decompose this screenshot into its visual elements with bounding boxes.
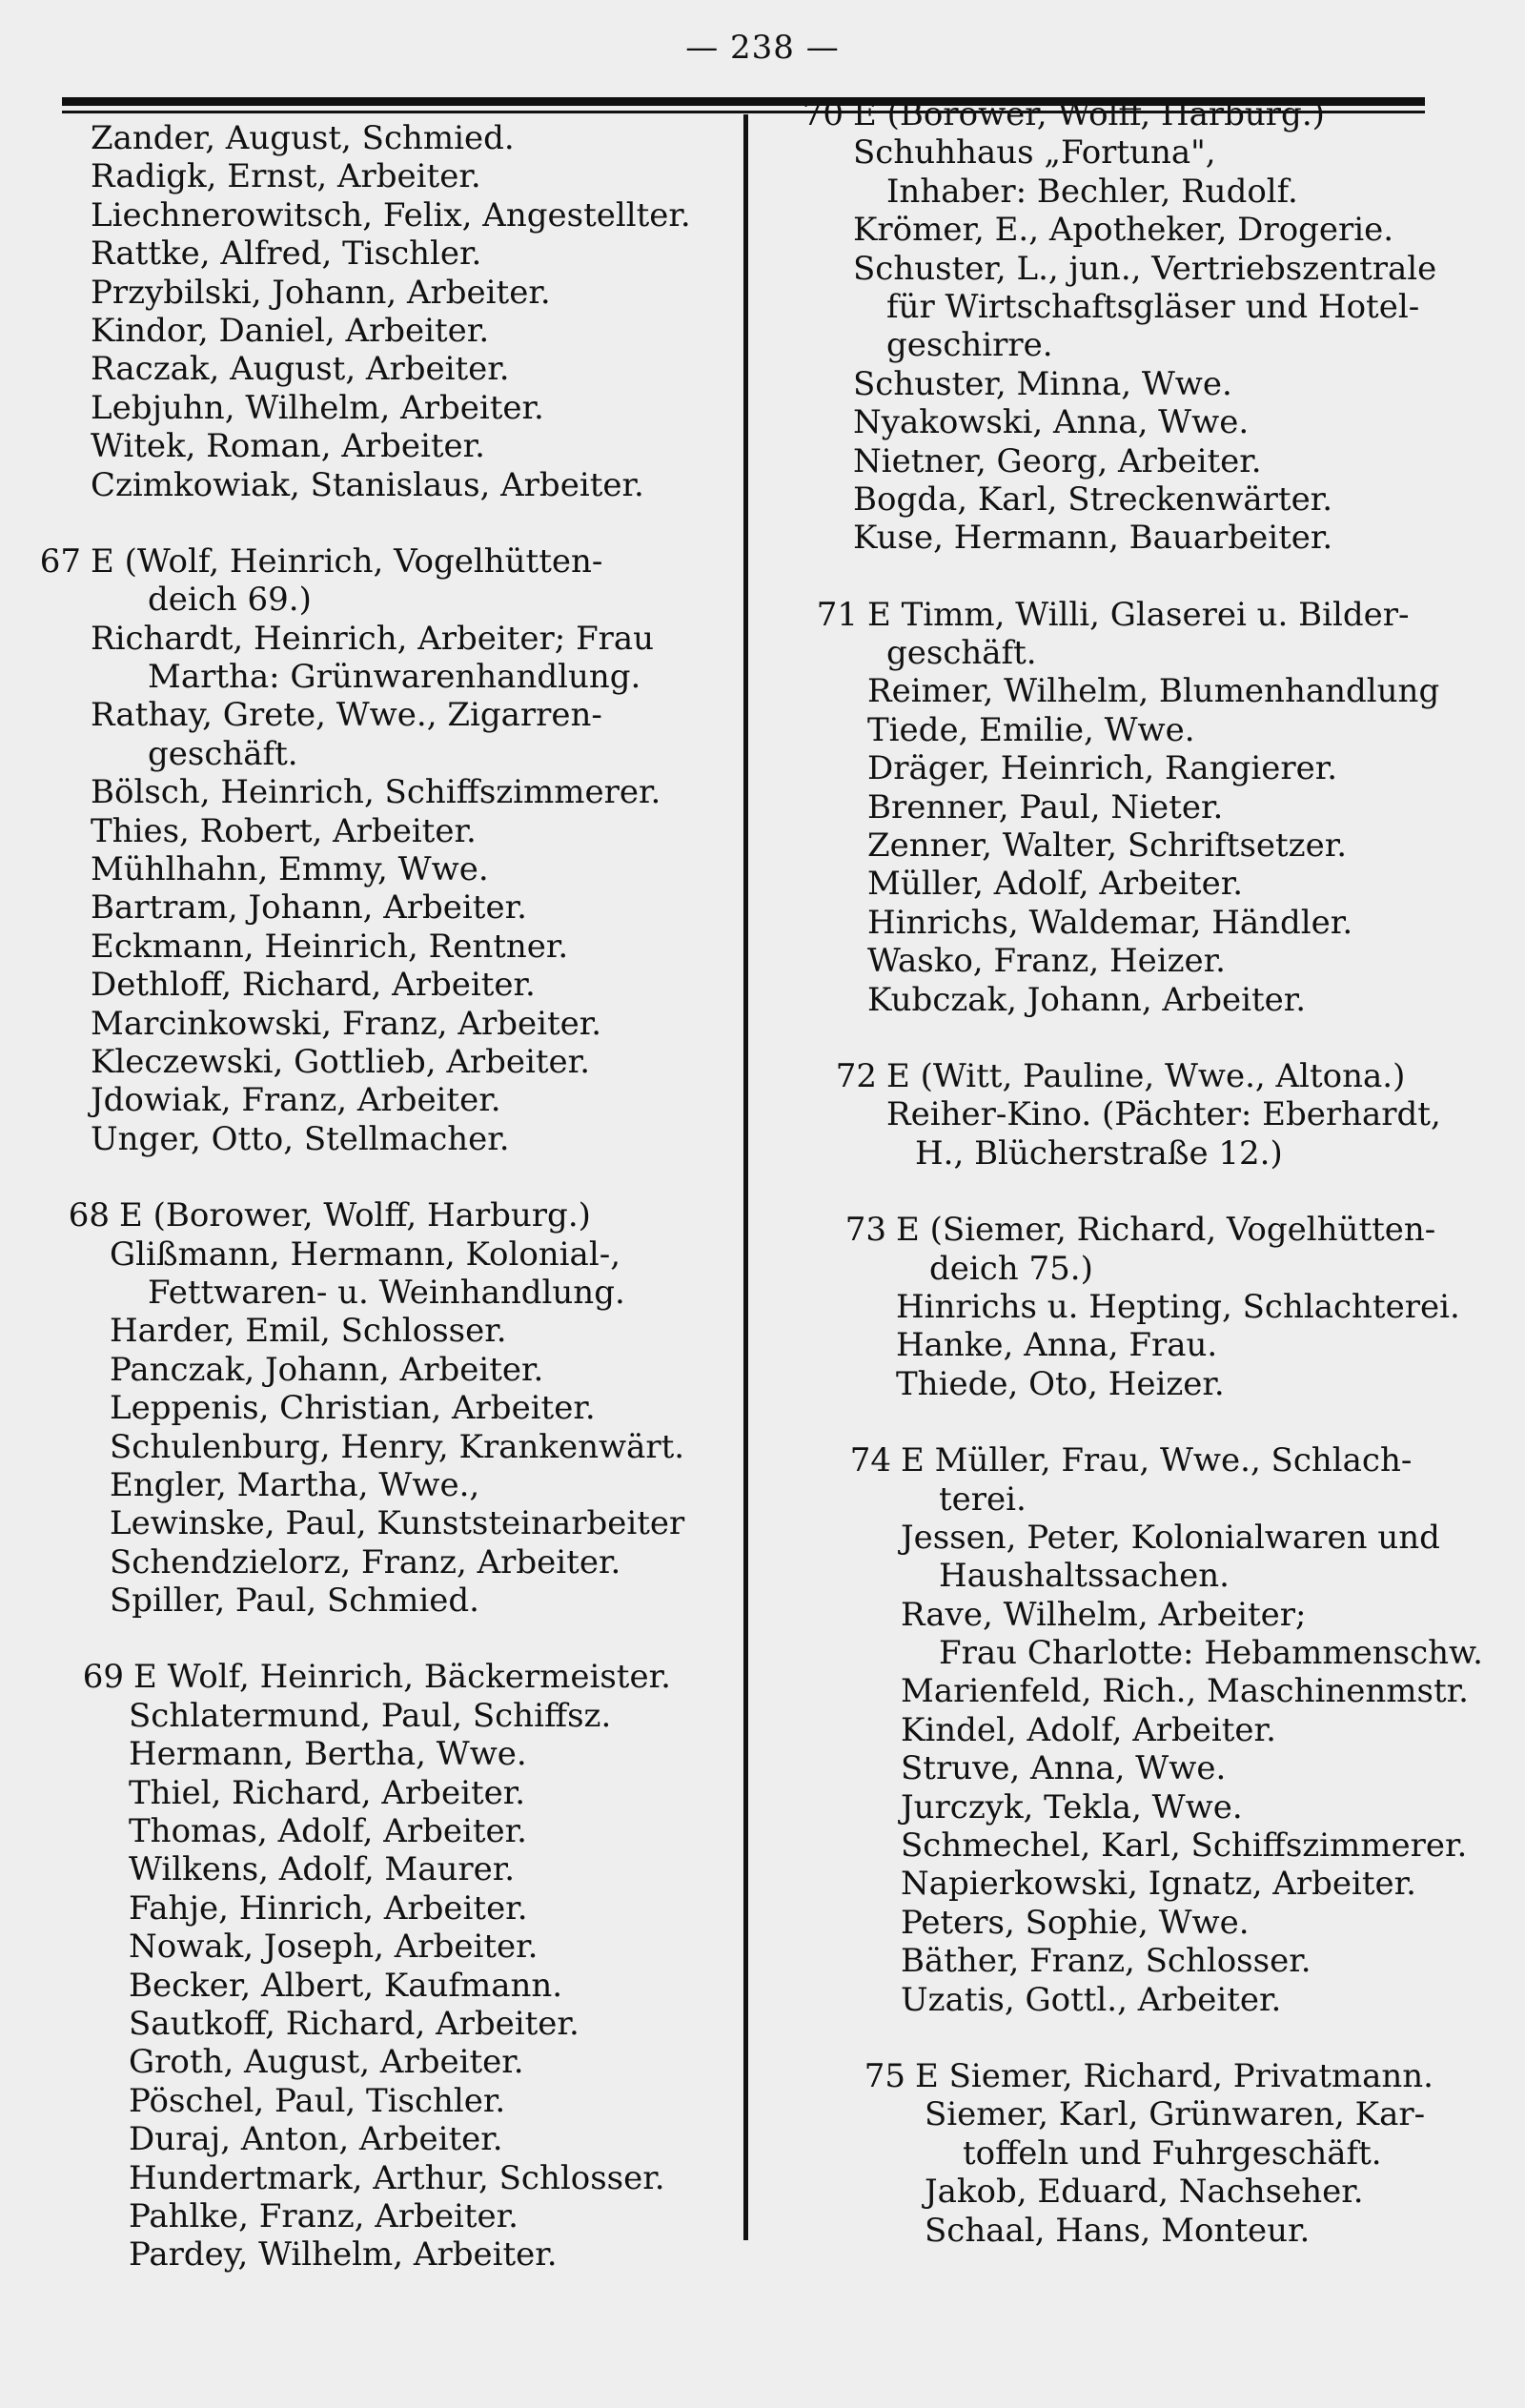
- entry-line: Hanke, Anna, Frau.: [896, 1326, 1218, 1365]
- house-heading-67: [29, 542, 729, 581]
- entry-line: Rathay, Grete, Wwe., Zigarren-: [91, 696, 602, 735]
- house-owner: E Wolf, Heinrich, Bäckermeister.: [133, 1658, 671, 1697]
- house-heading-70: [791, 95, 1492, 133]
- entry-line: Eckmann, Heinrich, Rentner.: [91, 927, 569, 966]
- entry-line: Hermann, Bertha, Wwe.: [129, 1735, 527, 1774]
- entry-line: Rave, Wilhelm, Arbeiter;: [901, 1595, 1307, 1634]
- entry-line: Martha: Grünwarenhandlung.: [148, 658, 641, 697]
- entry-line: Lewinske, Paul, Kunststeinarbeiter: [110, 1504, 685, 1543]
- entry-line: Lebjuhn, Wilhelm, Arbeiter.: [91, 388, 544, 427]
- entry-line: Pöschel, Paul, Tischler.: [129, 2081, 506, 2120]
- house-heading-71: [805, 596, 1492, 634]
- entry-line: Thiel, Richard, Arbeiter.: [129, 1773, 526, 1812]
- entry-line: Jdowiak, Franz, Arbeiter.: [91, 1081, 501, 1120]
- entry-line: für Wirtschaftsgläser und Hotel-: [886, 287, 1420, 326]
- entry-line: Pardey, Wilhelm, Arbeiter.: [129, 2235, 558, 2275]
- house-heading-68: [57, 1196, 729, 1235]
- entry-line: Inhaber: Bechler, Rudolf.: [886, 172, 1298, 211]
- house-owner: E (Wolf, Heinrich, Vogelhütten-: [91, 541, 603, 581]
- entry-line: Schmechel, Karl, Schiffszimmerer.: [901, 1826, 1468, 1866]
- entry-line: Nietner, Georg, Arbeiter.: [853, 441, 1262, 480]
- entry-line: Fettwaren- u. Weinhandlung.: [148, 1273, 625, 1312]
- entry-line: Leppenis, Christian, Arbeiter.: [110, 1389, 596, 1428]
- entry-line: Thiede, Oto, Heizer.: [896, 1364, 1225, 1403]
- entry-line: Schuster, Minna, Wwe.: [853, 364, 1232, 403]
- house-heading-72: [824, 1057, 1492, 1095]
- entry-line: Engler, Martha, Wwe.,: [110, 1465, 480, 1504]
- entry-line: Peters, Sophie, Wwe.: [901, 1903, 1250, 1942]
- entry-line: Reimer, Wilhelm, Blumenhandlung: [867, 672, 1440, 711]
- entry-line: Siemer, Karl, Grünwaren, Kar-: [925, 2095, 1426, 2134]
- entry-line: Zenner, Walter, Schriftsetzer.: [867, 826, 1348, 866]
- entry-line: Thies, Robert, Arbeiter.: [91, 811, 477, 850]
- entry-line: Richardt, Heinrich, Arbeiter; Frau: [91, 619, 655, 658]
- house-owner: E (Borower, Wolff, Harburg.): [119, 1196, 591, 1235]
- entry-line: Schaal, Hans, Monteur.: [925, 2211, 1311, 2250]
- entry-line: Glißmann, Hermann, Kolonial-,: [110, 1235, 620, 1274]
- entry-line: Bartram, Johann, Arbeiter.: [91, 888, 527, 928]
- entry-line: Schuster, L., jun., Vertriebszentrale: [853, 249, 1437, 288]
- entry-line: Thomas, Adolf, Arbeiter.: [129, 1812, 527, 1851]
- entry-line: Jurczyk, Tekla, Wwe.: [901, 1787, 1243, 1826]
- entry-line: Czimkowiak, Stanislaus, Arbeiter.: [91, 465, 644, 504]
- entry-line: toffeln und Fuhrgeschäft.: [963, 2133, 1382, 2173]
- entry-line: Haushaltssachen.: [939, 1557, 1230, 1596]
- house-heading-cont: deich 69.): [148, 581, 312, 620]
- column-divider: [743, 114, 748, 2240]
- left-column: [39, 119, 729, 2275]
- entry-line: Przybilski, Johann, Arbeiter.: [91, 273, 551, 312]
- entry-line: Pahlke, Franz, Arbeiter.: [129, 2196, 518, 2235]
- entry-line: Becker, Albert, Kaufmann.: [129, 1966, 563, 2005]
- house-owner: E (Borower, Wolff, Harburg.): [853, 95, 1325, 133]
- house-number: 75: [864, 2056, 905, 2095]
- entry-line: Unger, Otto, Stellmacher.: [91, 1119, 510, 1158]
- house-heading-cont: terei.: [939, 1479, 1027, 1519]
- house-number: 68: [68, 1196, 110, 1235]
- entry-line: Brenner, Paul, Nieter.: [867, 787, 1224, 826]
- house-owner: E (Witt, Pauline, Wwe., Altona.): [886, 1056, 1406, 1095]
- entry-line: Dethloff, Richard, Arbeiter.: [91, 966, 536, 1005]
- entry-line: Schlatermund, Paul, Schiffsz.: [129, 1696, 612, 1735]
- entry-line: Schuhhaus „Fortuna",: [853, 133, 1216, 173]
- house-number: 71: [816, 595, 858, 634]
- entry-line: Liechnerowitsch, Felix, Angestellter.: [91, 195, 691, 235]
- house-heading-69: [71, 1658, 729, 1696]
- entry-line: Wilkens, Adolf, Maurer.: [129, 1850, 516, 1889]
- entry-line: Rattke, Alfred, Tischler.: [91, 235, 482, 274]
- entry-line: Wasko, Franz, Heizer.: [867, 942, 1226, 981]
- entry-line: Groth, August, Arbeiter.: [129, 2043, 524, 2082]
- house-number: 72: [835, 1056, 877, 1095]
- entry-line: Nowak, Joseph, Arbeiter.: [129, 1928, 539, 1967]
- entry-line: Radigk, Ernst, Arbeiter.: [91, 157, 481, 196]
- entry-line: Napierkowski, Ignatz, Arbeiter.: [901, 1865, 1416, 1904]
- entry-line: Kleczewski, Gottlieb, Arbeiter.: [91, 1042, 590, 1081]
- entry-line: Harder, Emil, Schlosser.: [110, 1312, 507, 1351]
- entry-line: Marcinkowski, Franz, Arbeiter.: [91, 1004, 602, 1043]
- house-number: 73: [844, 1211, 886, 1250]
- entry-line: Krömer, E., Apotheker, Drogerie.: [853, 211, 1394, 250]
- page-number: — 238 —: [685, 29, 840, 67]
- house-heading-75: [853, 2057, 1492, 2095]
- entry-line: Mühlhahn, Emmy, Wwe.: [91, 850, 489, 889]
- house-owner: E Siemer, Richard, Privatmann.: [915, 2056, 1434, 2095]
- house-heading-74: [839, 1441, 1492, 1479]
- house-heading-cont: geschäft.: [886, 634, 1037, 673]
- entry-line: Jakob, Eduard, Nachseher.: [925, 2173, 1364, 2212]
- entry-line: Bäther, Franz, Schlosser.: [901, 1942, 1312, 1981]
- right-column: [791, 95, 1492, 2250]
- house-number: 70: [802, 95, 844, 133]
- entry-line: geschäft.: [148, 734, 298, 773]
- house-heading-cont: deich 75.): [929, 1249, 1093, 1288]
- entry-line: Marienfeld, Rich., Maschinenmstr.: [901, 1672, 1469, 1711]
- entry-line: Reiher-Kino. (Pächter: Eberhardt,: [886, 1095, 1441, 1134]
- entry-line: Schulenburg, Henry, Krankenwärt.: [110, 1427, 685, 1466]
- house-heading-73: [834, 1211, 1492, 1249]
- entry-line: geschirre.: [886, 326, 1053, 365]
- entry-line: Bogda, Karl, Streckenwärter.: [853, 480, 1333, 519]
- entry-line: Kindel, Adolf, Arbeiter.: [901, 1710, 1276, 1749]
- entry-line: Kuse, Hermann, Bauarbeiter.: [853, 519, 1333, 558]
- entry-line: Hundertmark, Arthur, Schlosser.: [129, 2158, 665, 2197]
- house-number: 67: [39, 541, 81, 581]
- entry-line: Tiede, Emilie, Wwe.: [867, 710, 1195, 749]
- entry-line: Hinrichs, Waldemar, Händler.: [867, 903, 1353, 942]
- entry-line: Jessen, Peter, Kolonialwaren und: [901, 1518, 1440, 1557]
- house-number: 69: [82, 1658, 124, 1697]
- entry-line: Raczak, August, Arbeiter.: [91, 350, 510, 389]
- house-owner: E Timm, Willi, Glaserei u. Bilder-: [867, 595, 1410, 634]
- entry-line: Struve, Anna, Wwe.: [901, 1749, 1227, 1788]
- entry-line: Zander, August, Schmied.: [91, 119, 515, 157]
- house-number: 74: [849, 1441, 891, 1480]
- entry-line: H., Blücherstraße 12.): [915, 1133, 1283, 1173]
- entry-line: Uzatis, Gottl., Arbeiter.: [901, 1980, 1282, 2019]
- entry-line: Schendzielorz, Franz, Arbeiter.: [110, 1542, 621, 1582]
- entry-line: Müller, Adolf, Arbeiter.: [867, 865, 1244, 904]
- entry-line: Dräger, Heinrich, Rangierer.: [867, 749, 1338, 788]
- entry-line: Spiller, Paul, Schmied.: [110, 1582, 479, 1621]
- house-owner: E (Siemer, Richard, Vogelhütten-: [896, 1211, 1436, 1250]
- entry-line: Fahje, Hinrich, Arbeiter.: [129, 1888, 528, 1928]
- entry-line: Witek, Roman, Arbeiter.: [91, 427, 485, 466]
- entry-line: Sautkoff, Richard, Arbeiter.: [129, 2004, 580, 2043]
- entry-line: Kindor, Daniel, Arbeiter.: [91, 311, 490, 350]
- house-owner: E Müller, Frau, Wwe., Schlach-: [901, 1441, 1413, 1480]
- entry-line: Nyakowski, Anna, Wwe.: [853, 403, 1250, 442]
- entry-line: Panczak, Johann, Arbeiter.: [110, 1350, 544, 1389]
- entry-line: Frau Charlotte: Hebammenschw.: [939, 1634, 1483, 1673]
- entry-line: Kubczak, Johann, Arbeiter.: [867, 980, 1307, 1019]
- entry-line: Hinrichs u. Hepting, Schlachterei.: [896, 1287, 1460, 1326]
- entry-line: Bölsch, Heinrich, Schiffszimmerer.: [91, 773, 661, 812]
- entry-line: Duraj, Anton, Arbeiter.: [129, 2120, 503, 2159]
